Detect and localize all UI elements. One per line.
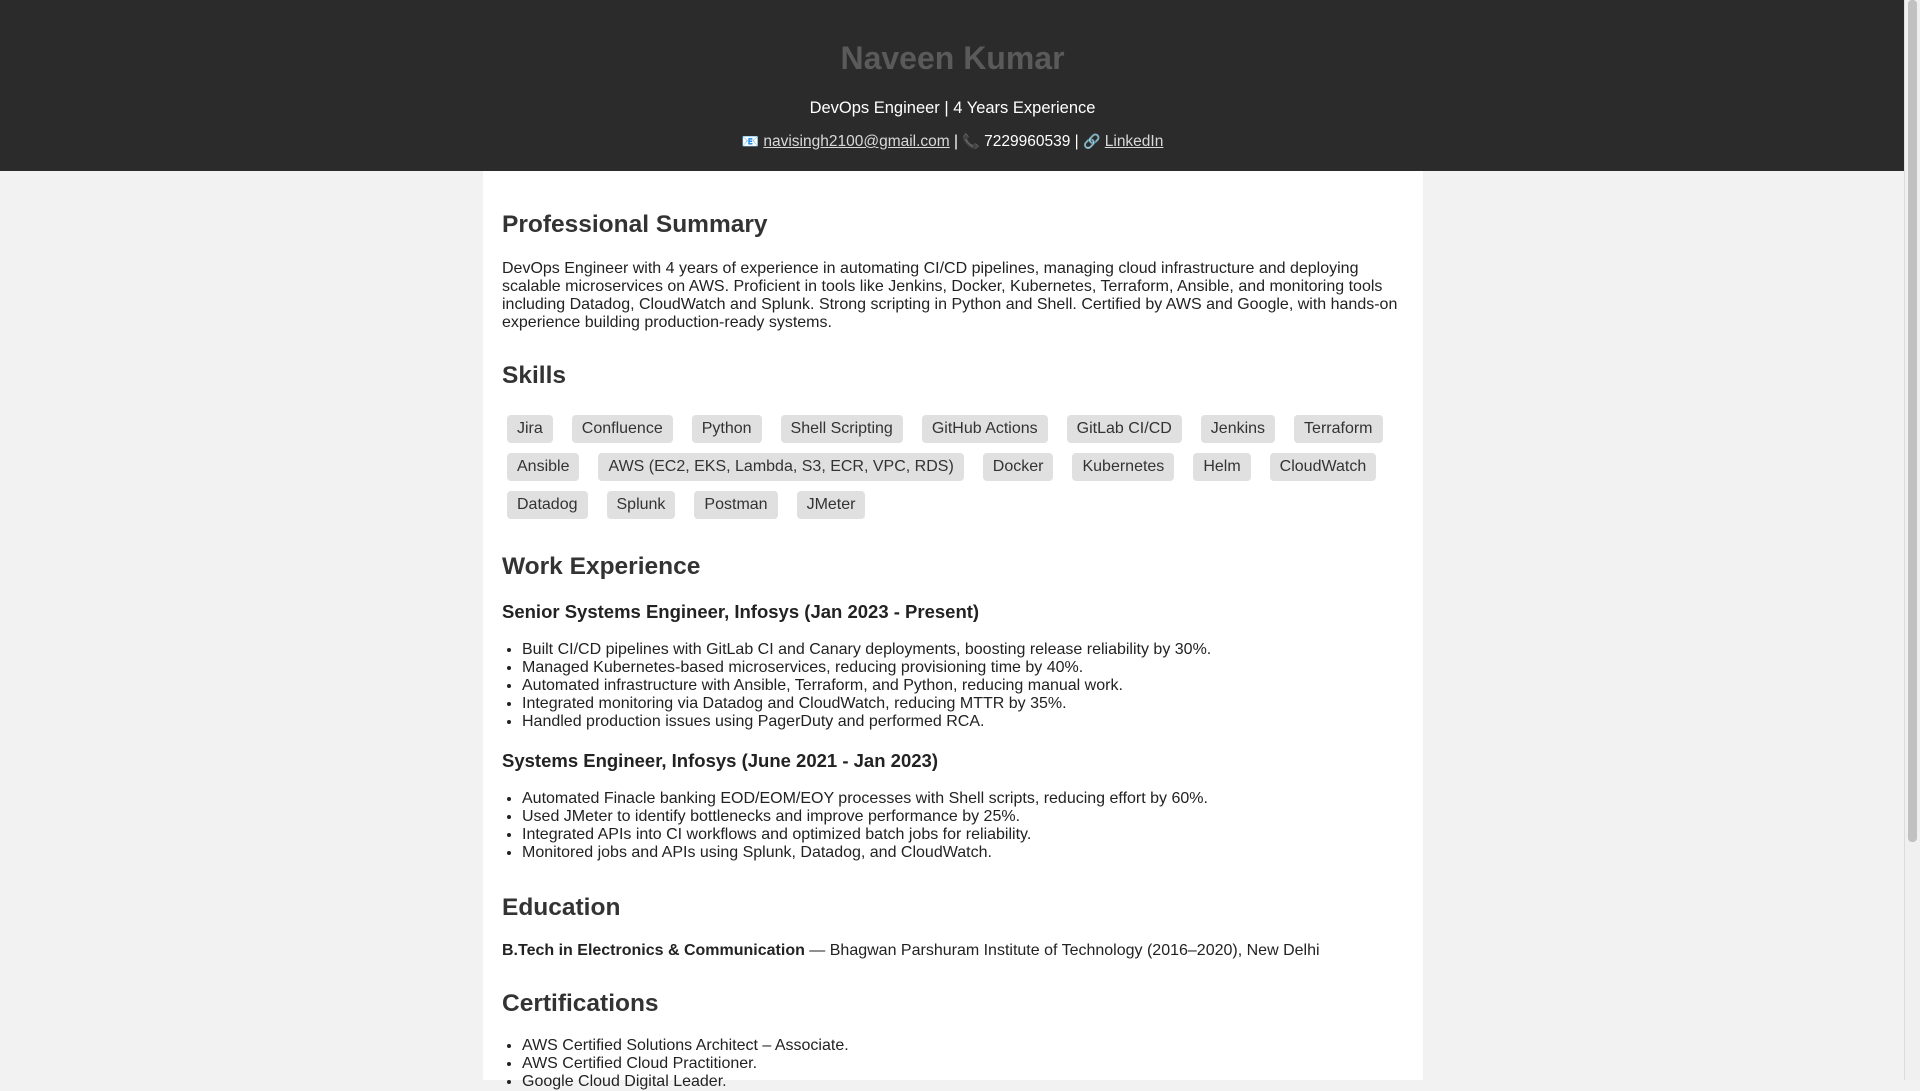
education-heading: Education [502,894,621,921]
degree: B.Tech in Electronics & Communication [502,942,805,959]
skill-chip: Shell Scripting [781,415,903,443]
skills-row [502,453,1390,481]
list-item: • Managed Kubernetes-based microservices, reducing provisioning time by 40%. [522,659,1402,677]
email-link[interactable]: navisingh2100@gmail.com [763,133,950,150]
skills-heading: Skills [502,362,567,389]
skill-chip: JMeter [797,491,866,519]
skill-chip: GitHub Actions [922,415,1048,443]
list-item: • Automated Finacle banking EOD/EOM/EOY processes with Shell scripts, reducing effort by 60%. [522,790,1402,808]
skill-chip: Jira [507,415,553,443]
skill-chip: AWS (EC2, EKS, Lambda, S3, ECR, VPC, RDS) [598,453,963,481]
contact-line [0,133,1905,151]
list-item: • Used JMeter to identify bottlenecks and improve performance by 25%. [522,808,1402,826]
skills-row [502,415,1397,443]
link-icon: 🔗 [1083,133,1101,149]
job-bullets [502,790,1402,862]
skill-chip: GitLab CI/CD [1067,415,1182,443]
resume-header [0,0,1905,171]
skill-chip: Confluence [572,415,673,443]
phone-icon: 📞 [962,133,980,149]
list-item: • AWS Certified Solutions Architect – Associate. [522,1037,1402,1055]
skill-chip: Python [692,415,762,443]
candidate-role: DevOps Engineer | 4 Years Experience [809,99,1096,117]
job-bullets [502,641,1402,731]
separator: | [1074,133,1079,150]
skill-chip: Helm [1193,453,1250,481]
certifications-heading: Certifications [502,990,659,1017]
scrollbar-thumb[interactable] [1908,0,1917,842]
phone-number: 7229960539 [984,133,1071,150]
skill-chip: Postman [694,491,777,519]
list-item: • Integrated APIs into CI workflows and optimized batch jobs for reliability. [522,826,1402,844]
education-details: — Bhagwan Parshuram Institute of Technology (2016–2020), New Delhi [804,942,1320,959]
summary-heading: Professional Summary [502,211,768,238]
email-icon: 📧 [741,133,760,149]
skill-chip: Splunk [607,491,676,519]
skill-chip: Docker [983,453,1054,481]
resume-body [483,171,1423,1090]
list-item: • Integrated monitoring via Datadog and CloudWatch, reducing MTTR by 35%. [522,695,1402,713]
skill-chip: Ansible [507,453,579,481]
list-item: • Built CI/CD pipelines with GitLab CI and Canary deployments, boosting release reliability by 30%. [522,641,1402,659]
list-item: • AWS Certified Cloud Practitioner. [522,1055,1402,1073]
candidate-name: Naveen Kumar [840,40,1065,76]
skill-chip: CloudWatch [1270,453,1377,481]
separator: | [954,133,959,150]
list-item: • Monitored jobs and APIs using Splunk, Datadog, and CloudWatch. [522,844,1402,862]
list-item: • Automated infrastructure with Ansible, Terraform, and Python, reducing manual work. [522,677,1402,695]
education-entry [502,942,1320,960]
skills-row [502,491,879,519]
summary-text: DevOps Engineer with 4 years of experience in automating CI/CD pipelines, managing cloud infrastructure and deploying scalable microservices on AWS. Proficient in tools like Jenkins, Docker, Kubernetes, Terraform, Ansible, and monitoring tools including Datadog, CloudWatch and Splunk. Strong scripting in Python and Shell. Certified by AWS and Google, with hands-on experience building production-ready systems. [502,260,1398,331]
experience-heading: Work Experience [502,553,701,580]
list-item: • Google Cloud Digital Leader. [522,1073,1402,1091]
skill-chip: Kubernetes [1072,453,1174,481]
certifications-list [502,1037,1402,1091]
linkedin-link[interactable]: LinkedIn [1104,133,1164,150]
skill-chip: Terraform [1294,415,1382,443]
skill-chip: Jenkins [1201,415,1275,443]
job-heading: Systems Engineer, Infosys (June 2021 - Jan 2023) [502,750,938,771]
skill-chip: Datadog [507,491,588,519]
job-heading: Senior Systems Engineer, Infosys (Jan 2023 - Present) [502,601,980,622]
list-item: • Handled production issues using PagerDuty and performed RCA. [522,713,1402,731]
vertical-scrollbar[interactable] [1904,0,1920,1080]
